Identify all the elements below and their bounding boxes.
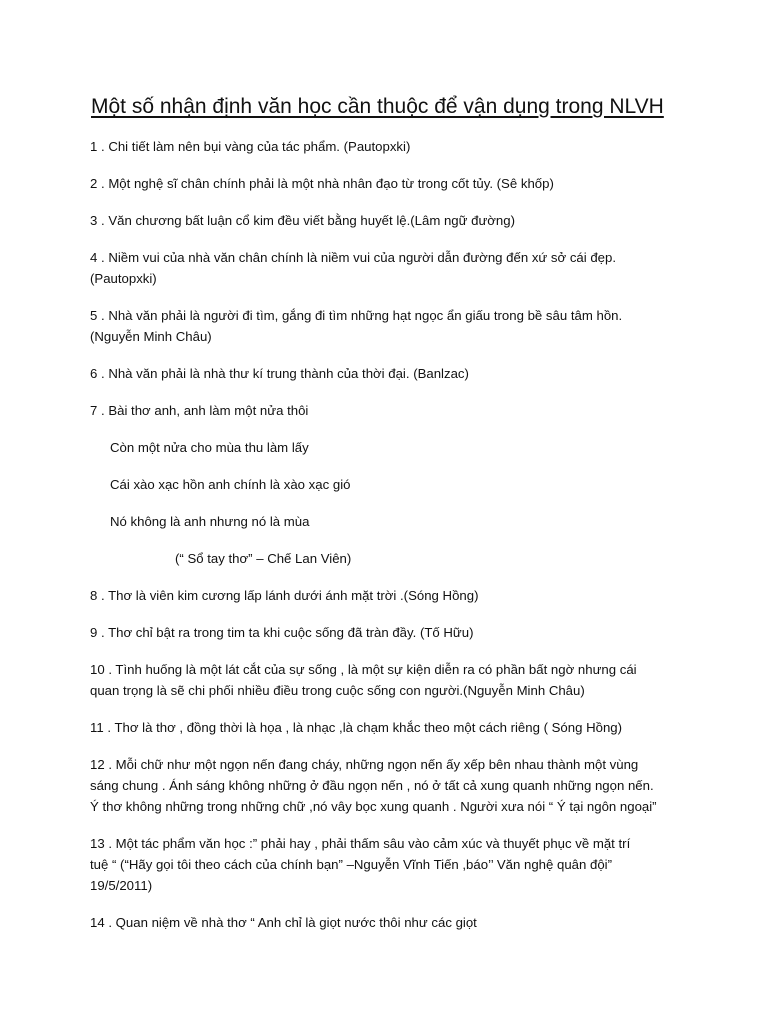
statement-9	[90, 622, 690, 643]
document-body	[90, 136, 690, 949]
poem-line: Nó không là anh nhưng nó là mùa	[110, 514, 310, 529]
poem-line: Cái xào xạc hồn anh chính là xào xạc gió	[110, 477, 351, 492]
statement-10	[90, 659, 690, 701]
statement-line: 1 . Chi tiết làm nên bụi vàng của tác phẩm. (Pautopxki)	[90, 139, 411, 154]
statement-11	[90, 717, 690, 738]
statement-line: (Nguyễn Minh Châu)	[90, 329, 212, 344]
statement-line: 3 . Văn chương bất luận cổ kim đều viết bằng huyết lệ.(Lâm ngữ đường)	[90, 213, 515, 228]
statement-line: 6 . Nhà văn phải là nhà thư kí trung thành của thời đại. (Banlzac)	[90, 366, 469, 381]
statement-line: 5 . Nhà văn phải là người đi tìm, gắng đi tìm những hạt ngọc ẩn giấu trong bề sâu tâm hồn.	[90, 308, 623, 323]
poem-line: Còn một nửa cho mùa thu làm lấy	[110, 440, 309, 455]
statement-line: 10 . Tình huống là một lát cắt của sự sống , là một sự kiện diễn ra có phần bất ngờ nhưng cái	[90, 662, 637, 677]
statement-line: 9 . Thơ chỉ bật ra trong tim ta khi cuộc sống đã tràn đầy. (Tố Hữu)	[90, 625, 474, 640]
statement-line: 12 . Mỗi chữ như một ngọn nến đang cháy, những ngọn nến ấy xếp bên nhau thành một vùng	[90, 757, 639, 772]
statement-line: 8 . Thơ là viên kim cương lấp lánh dưới ánh mặt trời .(Sóng Hồng)	[90, 588, 479, 603]
statement-6	[90, 363, 690, 384]
statement-line: 2 . Một nghệ sĩ chân chính phải là một nhà nhân đạo từ trong cốt tủy. (Sê khốp)	[90, 176, 554, 191]
statement-line: sáng chung . Ánh sáng không những ở đầu ngọn nến , nó ở tất cả xung quanh những ngọn nến.	[90, 778, 654, 793]
document-title: Một số nhận định văn học cần thuộc để vận dụng trong NLVH	[91, 95, 664, 118]
statement-line: 14 . Quan niệm về nhà thơ “ Anh chỉ là giọt nước thôi như các giọt	[90, 915, 477, 930]
statement-line: quan trọng là sẽ chi phối nhiều điều trong cuộc sống con người.(Nguyễn Minh Châu)	[90, 683, 585, 698]
poem-line-2	[110, 474, 690, 495]
statement-7	[90, 400, 690, 421]
statement-line: 13 . Một tác phẩm văn học :” phải hay , phải thấm sâu vào cảm xúc và thuyết phục về mặt trí	[90, 836, 631, 851]
poem-line-3	[110, 511, 690, 532]
statement-3	[90, 210, 690, 231]
statement-1	[90, 136, 690, 157]
statement-12	[90, 754, 690, 817]
poem-credit-text: (“ Sổ tay thơ” – Chế Lan Viên)	[175, 551, 352, 566]
statement-13	[90, 833, 690, 896]
statement-line: (Pautopxki)	[90, 271, 157, 286]
statement-2	[90, 173, 690, 194]
poem-credit	[175, 548, 690, 569]
statement-line: Ý thơ không những trong những chữ ,nó vây bọc xung quanh . Người xưa nói “ Ý tại ngôn ngoại”	[90, 799, 657, 814]
statement-line: 4 . Niềm vui của nhà văn chân chính là niềm vui của người dẫn đường đến xứ sở cái đẹp.	[90, 250, 617, 265]
statement-line: 7 . Bài thơ anh, anh làm một nửa thôi	[90, 403, 309, 418]
poem-line-1	[110, 437, 690, 458]
statement-line: 11 . Thơ là thơ , đồng thời là họa , là nhạc ,là chạm khắc theo một cách riêng ( Sóng Hồng)	[90, 720, 623, 735]
statement-14	[90, 912, 690, 933]
statement-5	[90, 305, 690, 347]
statement-line: tuệ “ (“Hãy gọi tôi theo cách của chính bạn” –Nguyễn Vĩnh Tiến ,báo’’ Văn nghệ quân đội”	[90, 857, 612, 872]
statement-line: 19/5/2011)	[90, 878, 153, 893]
statement-8	[90, 585, 690, 606]
statement-4	[90, 247, 690, 289]
